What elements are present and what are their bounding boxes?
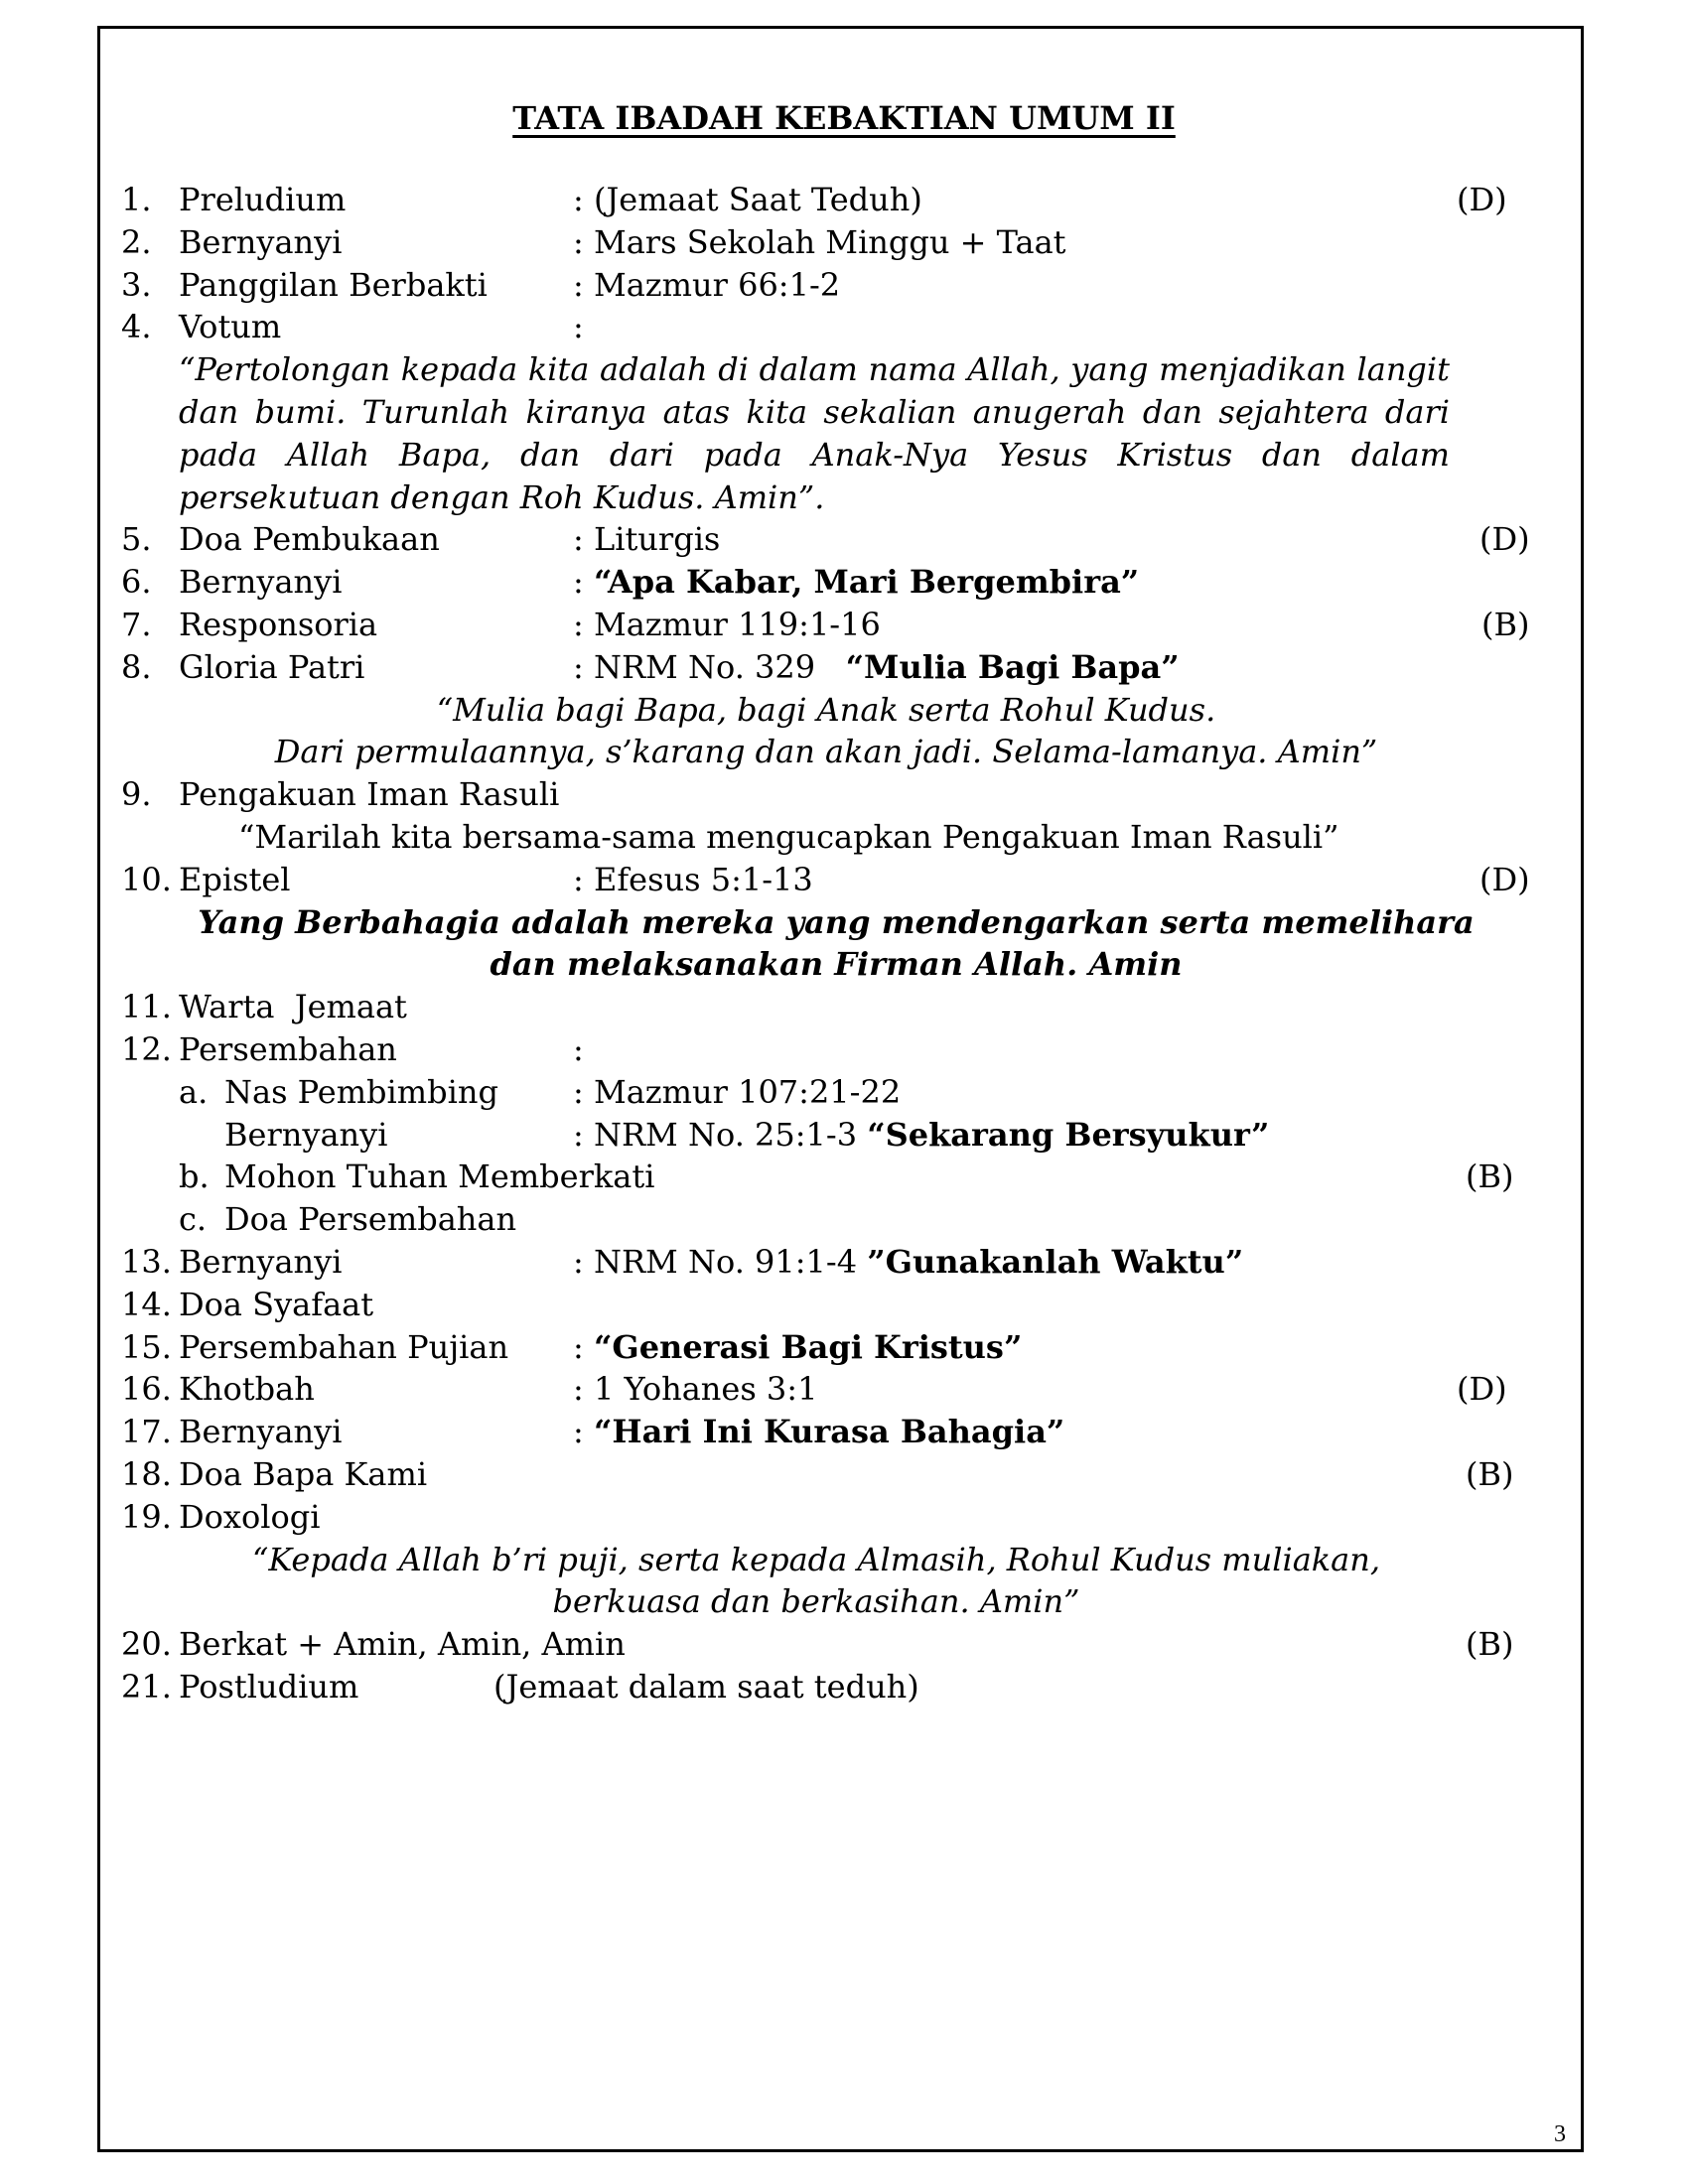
announcement-line: Yang Berbahagia adalah mereka yang mendengarkan serta memelihara (198, 902, 1475, 941)
item-label: Doa Bapa Kami (179, 1454, 428, 1493)
value-prefix: : (573, 1327, 594, 1366)
sub-label: Mohon Tuhan Memberkati (224, 1158, 655, 1196)
item-label: Doa Syafaat (179, 1285, 374, 1323)
item-label: Doa Pembukaan (179, 520, 440, 559)
song-title: “Hari Ini Kurasa Bahagia” (593, 1413, 1065, 1451)
creed-row (121, 816, 1551, 859)
list-item (121, 646, 1551, 689)
item-label: Khotbah (179, 1370, 315, 1409)
list-item (121, 1623, 1551, 1666)
item-number: 19. (121, 1497, 172, 1536)
item-number: 9. (121, 775, 152, 814)
song-title: “Mulia Bagi Bapa” (845, 647, 1180, 686)
list-item (121, 1284, 1551, 1326)
item-number: 12. (121, 1029, 172, 1068)
sub-letter: a. (179, 1072, 209, 1111)
item-value: : Mazmur 119:1-16 (573, 605, 881, 643)
page-title: TATA IBADAH KEBAKTIAN UMUM II (512, 99, 1176, 137)
item-value: : Efesus 5:1-13 (573, 860, 813, 898)
list-item (121, 561, 1551, 604)
item-value (573, 1411, 1064, 1453)
item-number: 11. (121, 988, 172, 1026)
leader-mark: (B) (1466, 1158, 1514, 1196)
item-label: Persembahan Pujian (179, 1327, 509, 1366)
sub-label: Bernyanyi (224, 1115, 388, 1154)
value-prefix: : (573, 563, 594, 602)
sub-value (573, 1114, 1269, 1157)
sub-item (121, 1156, 1551, 1198)
list-item (121, 1368, 1551, 1411)
item-label: Epistel (179, 860, 291, 898)
item-label: Bernyanyi (179, 1242, 343, 1281)
value-prefix: : (573, 1413, 594, 1451)
leader-mark: (D) (1457, 181, 1507, 218)
item-value: : (Jemaat Saat Teduh) (573, 181, 922, 218)
sub-item (121, 1071, 1551, 1114)
leader-mark: (D) (1457, 1370, 1507, 1409)
item-label: Preludium (179, 181, 347, 218)
item-number: 13. (121, 1242, 172, 1281)
list-item (121, 986, 1551, 1028)
sub-item (121, 1198, 1551, 1241)
doxology-line: “Kepada Allah b’ri puji, serta kepada Almasih, Rohul Kudus muliakan, (251, 1540, 1381, 1578)
item-number: 16. (121, 1370, 172, 1409)
sub-value: : Mazmur 107:21-22 (573, 1072, 902, 1111)
list-item (121, 1453, 1551, 1496)
item-value (573, 561, 1139, 604)
item-label: Votum (179, 308, 282, 346)
item-value (573, 1241, 1243, 1284)
item-value: : Mars Sekolah Minggu + Taat (573, 222, 1066, 261)
item-label: Bernyanyi (179, 1413, 343, 1451)
list-item (121, 518, 1551, 561)
item-number: 7. (121, 605, 152, 643)
list-item (121, 1028, 1551, 1071)
sub-letter: c. (179, 1200, 208, 1239)
item-label: Pengakuan Iman Rasuli (179, 775, 560, 814)
item-number: 18. (121, 1454, 172, 1493)
item-label: Berkat + Amin, Amin, Amin (179, 1625, 626, 1664)
item-value: : Mazmur 66:1-2 (573, 265, 841, 304)
page-number: 3 (1554, 2121, 1566, 2147)
value-text: : NRM No. 91:1-4 (573, 1242, 858, 1281)
list-item (121, 1326, 1551, 1369)
item-value: : Liturgis (573, 520, 721, 559)
list-item (121, 221, 1551, 264)
item-number: 2. (121, 222, 152, 261)
value-text: : NRM No. 25:1-3 (573, 1115, 858, 1154)
list-item (121, 306, 1551, 348)
list-item (121, 1411, 1551, 1453)
item-number: 6. (121, 563, 152, 602)
song-title: “Apa Kabar, Mari Bergembira” (593, 563, 1140, 602)
song-title: ”Gunakanlah Waktu” (867, 1242, 1244, 1281)
item-label: Warta Jemaat (179, 988, 407, 1026)
song-title: “Sekarang Bersyukur” (867, 1115, 1270, 1154)
value-text: : NRM No. 329 (573, 647, 816, 686)
item-label: Persembahan (179, 1029, 397, 1068)
list-item (121, 1666, 1551, 1708)
list-item (121, 179, 1551, 221)
announcement-line: dan melaksanakan Firman Allah. Amin (490, 945, 1183, 984)
item-number: 14. (121, 1285, 172, 1323)
item-label: Bernyanyi (179, 222, 343, 261)
sub-item (121, 1114, 1551, 1157)
list-item (121, 1496, 1551, 1539)
item-number: 20. (121, 1625, 172, 1664)
song-title: “Generasi Bagi Kristus” (593, 1327, 1023, 1366)
item-number: 4. (121, 308, 152, 346)
leader-mark: (D) (1479, 860, 1530, 898)
item-number: 5. (121, 520, 152, 559)
leader-mark: (B) (1466, 1454, 1514, 1493)
item-value: : (573, 308, 584, 346)
item-number: 8. (121, 647, 152, 686)
leader-mark: (D) (1479, 520, 1530, 559)
item-number: 15. (121, 1327, 172, 1366)
item-value: : 1 Yohanes 3:1 (573, 1370, 818, 1409)
item-label: Panggilan Berbakti (179, 265, 488, 304)
item-number: 1. (121, 181, 152, 218)
leader-mark: (B) (1466, 1625, 1514, 1664)
list-item (121, 859, 1551, 901)
item-label: Doxologi (179, 1497, 321, 1536)
item-value: : (573, 1029, 584, 1068)
item-label: Responsoria (179, 605, 378, 643)
leader-mark: (B) (1481, 605, 1530, 643)
item-number: 3. (121, 265, 152, 304)
gloria-line: Dari permulaannya, s’karang dan akan jadi. Selama-lamanya. Amin” (274, 733, 1378, 771)
liturgy-list (121, 179, 1551, 1708)
item-label: Gloria Patri (179, 647, 365, 686)
item-label: Bernyanyi (179, 563, 343, 602)
item-value: (Jemaat dalam saat teduh) (493, 1667, 919, 1706)
sub-label: Doa Persembahan (224, 1200, 517, 1239)
list-item (121, 1241, 1551, 1284)
item-value (573, 646, 1180, 689)
doxology-line: berkuasa dan berkasihan. Amin” (552, 1582, 1080, 1621)
item-number: 17. (121, 1413, 172, 1451)
item-value (573, 1326, 1022, 1369)
votum-text: “Pertolongan kepada kita adalah di dalam nama Allah, yang menjadikan langit dan bumi. Turunlah kiranya atas kita sekalian anugerah dan sejahtera dari pada Allah Bapa, dan dari pada Anak-Nya Yesus Kristus dan dalam persekutuan dengan Roh Kudus. Amin”. (179, 350, 1450, 516)
gloria-line: “Mulia bagi Bapa, bagi Anak serta Rohul Kudus. (436, 690, 1216, 729)
list-item (121, 773, 1551, 816)
item-number: 21. (121, 1667, 172, 1706)
item-label: Postludium (179, 1667, 359, 1706)
sub-letter: b. (179, 1158, 210, 1196)
list-item (121, 604, 1551, 646)
item-number: 10. (121, 860, 172, 898)
creed-line: “Marilah kita bersama-sama mengucapkan Pengakuan Iman Rasuli” (238, 817, 1339, 856)
sub-label: Nas Pembimbing (224, 1072, 498, 1111)
list-item (121, 264, 1551, 307)
